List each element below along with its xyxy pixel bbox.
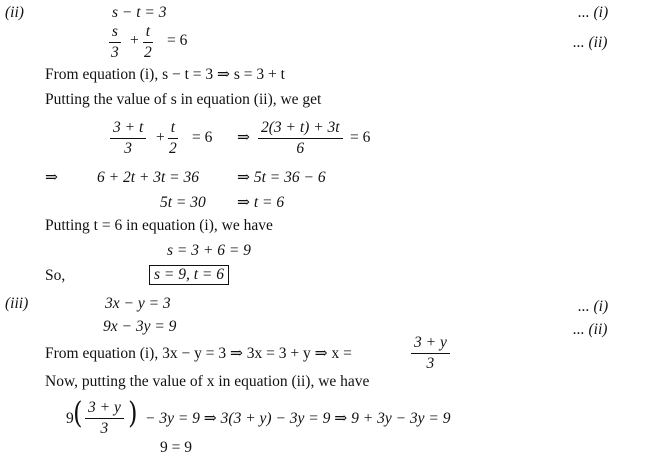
equation-tag: ... (ii) bbox=[573, 34, 608, 51]
fraction-3-plus-y-over-3 bbox=[411, 335, 450, 371]
plus-sign: + bbox=[156, 129, 165, 146]
implies-symbol: ⇒ bbox=[237, 129, 250, 146]
numerator: t bbox=[168, 120, 178, 139]
numerator: t bbox=[143, 24, 153, 43]
final-equation: 9 = 9 bbox=[160, 439, 192, 456]
paren-open: ( bbox=[73, 396, 83, 431]
denominator: 3 bbox=[100, 419, 109, 437]
so-label: So, bbox=[45, 267, 66, 284]
fraction-t-over-2 bbox=[166, 120, 180, 156]
equals-text: = 6 bbox=[350, 129, 371, 146]
equation-1: 3x − y = 3 bbox=[105, 295, 171, 312]
equation-rhs: = 6 bbox=[167, 32, 188, 49]
denominator: 3 bbox=[124, 139, 133, 157]
denominator: 3 bbox=[111, 43, 119, 61]
equation-1: s − t = 3 bbox=[112, 4, 167, 21]
boxed-answer: s = 9, t = 6 bbox=[149, 265, 229, 285]
fraction-3-plus-t-over-3 bbox=[110, 120, 146, 156]
fraction-t-over-2 bbox=[141, 24, 155, 60]
step-result: ⇒ t = 6 bbox=[237, 194, 285, 211]
part-label: (ii) bbox=[5, 4, 24, 21]
part-label: (iii) bbox=[5, 295, 29, 312]
text-line: Putting t = 6 in equation (i), we have bbox=[45, 217, 273, 234]
equals-text: = 6 bbox=[192, 129, 213, 146]
numerator: 2(3 + t) + 3t bbox=[258, 120, 343, 139]
numerator: 3 + y bbox=[411, 335, 450, 354]
numerator: s bbox=[109, 24, 121, 43]
s-value-equation: s = 3 + 6 = 9 bbox=[167, 242, 251, 259]
substitution-chain: − 3y = 9 ⇒ 3(3 + y) − 3y = 9 ⇒ 9 + 3y − 3y = 9 bbox=[145, 410, 451, 427]
fraction-3-plus-y-over-3 bbox=[85, 400, 124, 436]
coefficient: 9 bbox=[66, 410, 74, 427]
denominator: 3 bbox=[426, 354, 435, 372]
equation-tag: ... (i) bbox=[578, 4, 609, 21]
fraction-s-over-3 bbox=[108, 24, 122, 60]
equation-tag: ... (i) bbox=[578, 298, 609, 315]
denominator: 6 bbox=[296, 139, 305, 157]
step-equation: 6 + 2t + 3t = 36 bbox=[97, 169, 199, 186]
text-line: Putting the value of s in equation (ii), we get bbox=[45, 91, 322, 108]
step-equation: 5t = 30 bbox=[160, 194, 206, 211]
text-line: From equation (i), 3x − y = 3 ⇒ 3x = 3 + y ⇒ x = bbox=[45, 345, 352, 362]
numerator: 3 + t bbox=[110, 120, 146, 139]
denominator: 2 bbox=[169, 139, 177, 157]
paren-close: ) bbox=[128, 396, 138, 431]
text-line: Now, putting the value of x in equation (ii), we have bbox=[45, 373, 370, 390]
plus-sign: + bbox=[130, 32, 139, 49]
numerator: 3 + y bbox=[85, 400, 124, 419]
equation-tag: ... (ii) bbox=[573, 321, 608, 338]
implies-symbol: ⇒ bbox=[45, 169, 58, 186]
step-result: ⇒ 5t = 36 − 6 bbox=[237, 169, 326, 186]
denominator: 2 bbox=[144, 43, 152, 61]
equation-2: 9x − 3y = 9 bbox=[103, 318, 177, 335]
fraction-combined bbox=[258, 120, 343, 156]
text-line: From equation (i), s − t = 3 ⇒ s = 3 + t bbox=[45, 66, 285, 83]
